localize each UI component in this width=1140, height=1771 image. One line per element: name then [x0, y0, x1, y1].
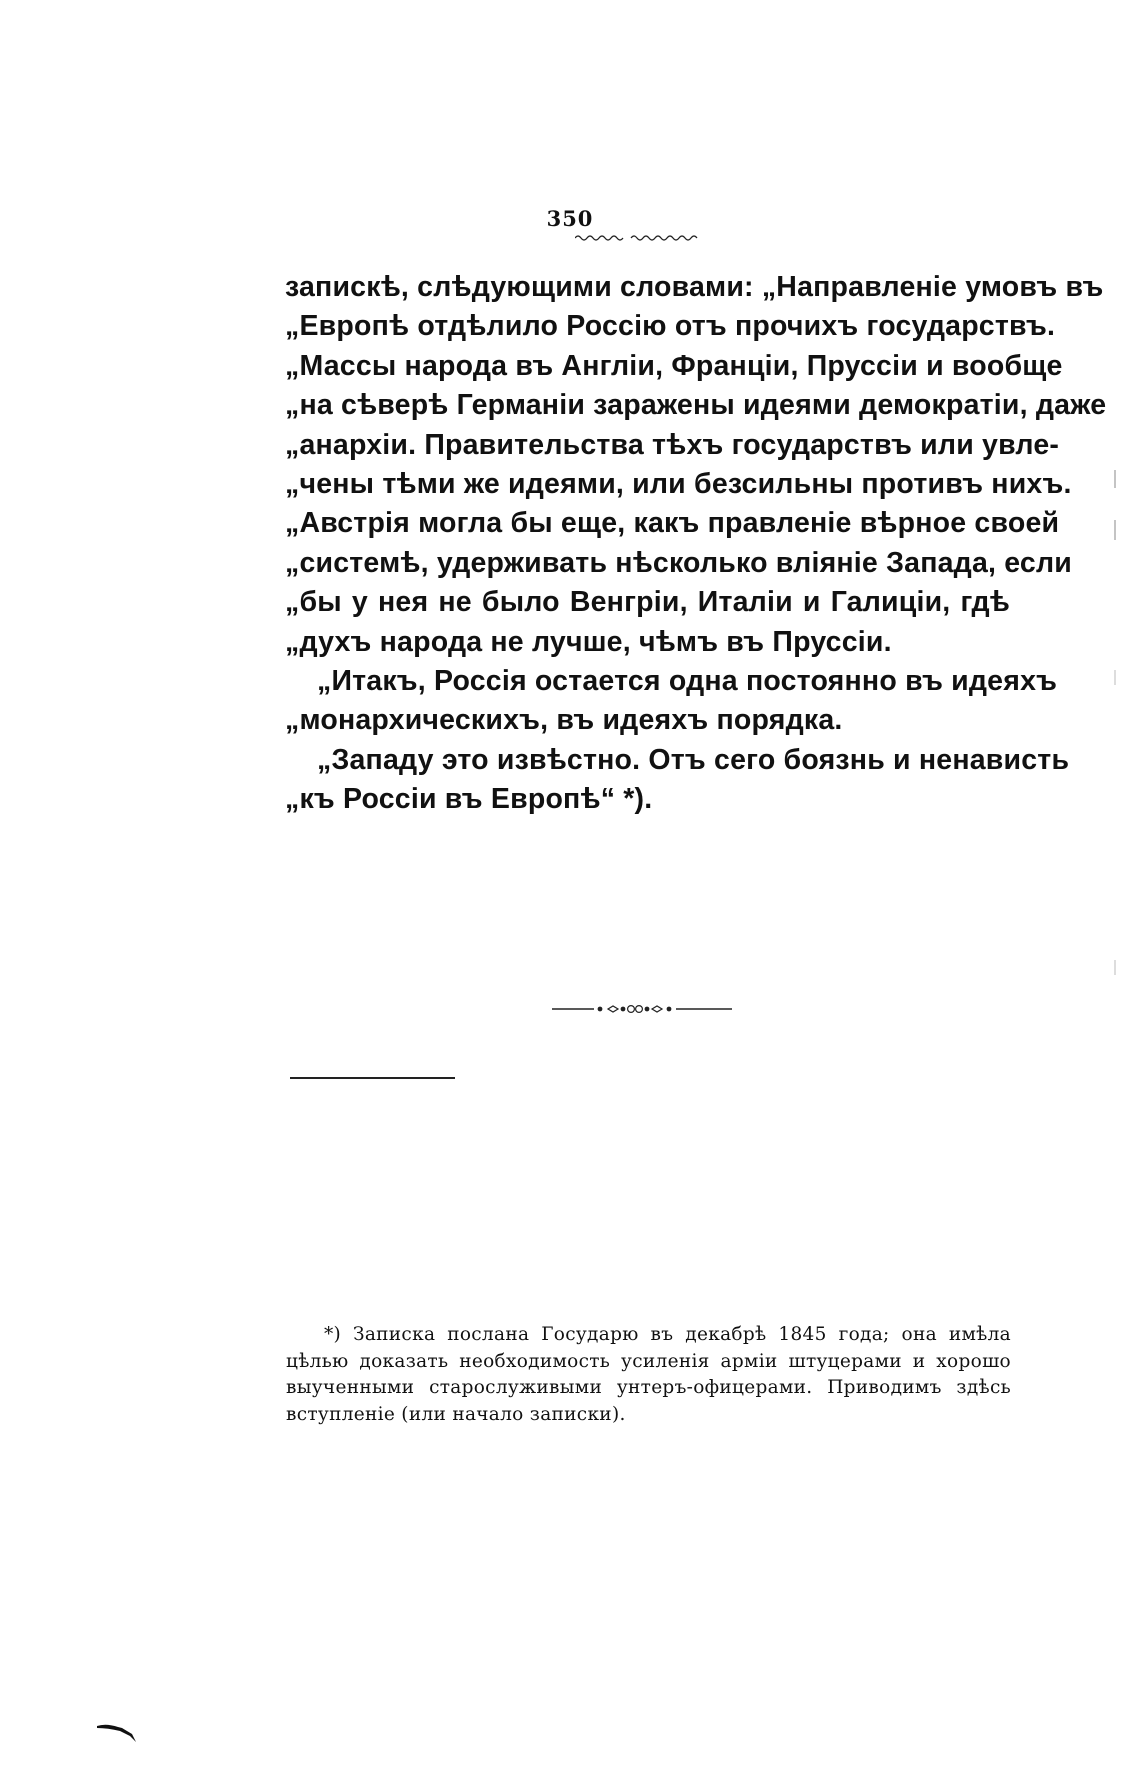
text-line: „Европѣ отдѣлило Россію отъ прочихъ государствъ.	[285, 310, 1056, 343]
text-line: „системѣ, удерживать нѣсколько вліяніе Запада, если	[285, 546, 1072, 579]
text-line: „чены тѣми же идеями, или безсильны противъ нихъ.	[285, 468, 1072, 501]
footnote-rule	[290, 1077, 455, 1079]
text-line: „къ Россіи въ Европѣ“ *).	[285, 783, 653, 816]
main-text	[285, 268, 1107, 820]
footnote-line: *) Записка послана Государю въ декабрѣ 1845 года; она имѣла	[324, 1324, 1011, 1345]
text-line: „Австрія могла бы еще, какъ правленіе вѣрное своей	[285, 507, 1060, 540]
page-number-ornament	[575, 234, 700, 242]
scan-edge-marks	[1110, 470, 1120, 990]
text-line: „Массы народа въ Англіи, Франціи, Пруссіи и вообще	[285, 349, 1063, 382]
margin-pen-mark	[96, 1722, 140, 1744]
text-line: „бы у нея не было Венгріи, Италіи и Галиціи, гдѣ	[285, 586, 1010, 619]
text-line: „духъ народа не лучше, чѣмъ въ Пруссіи.	[285, 625, 892, 658]
text-line: запискѣ, слѣдующими словами: „Направленіе умовъ въ	[285, 271, 1104, 303]
section-divider-ornament	[552, 1003, 732, 1015]
text-line: „анархіи. Правительства тѣхъ государствъ или увле-	[285, 428, 1060, 461]
text-line: „на сѣверѣ Германіи заражены идеями демократіи, даже	[285, 389, 1107, 422]
text-line: „Западу это извѣстно. Отъ сего боязнь и ненависть	[317, 743, 1070, 776]
text-line: „монархическихъ, въ идеяхъ порядка.	[285, 704, 843, 737]
text-line: „Итакъ, Россія остается одна постоянно въ идеяхъ	[317, 665, 1058, 698]
page-number: 350	[546, 206, 594, 231]
footnote-line: цѣлью доказать необходимость усиленія арміи штуцерами и хорошо	[286, 1350, 1011, 1372]
footnote-line: выученными старослуживыми унтеръ-офицерами. Приводимъ здѣсь	[286, 1377, 1011, 1398]
footnote	[286, 1322, 1011, 1428]
footnote-line: вступленіе (или начало записки).	[286, 1403, 626, 1425]
